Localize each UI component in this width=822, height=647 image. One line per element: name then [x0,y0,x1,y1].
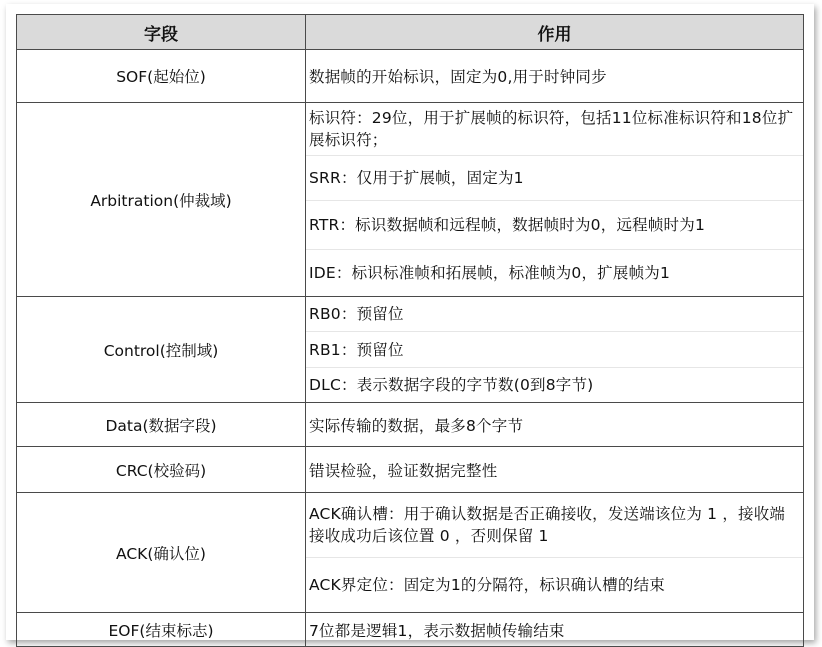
desc-line: 7位都是逻辑1，表示数据帧传输结束 [309,621,565,640]
desc-cell [306,447,804,493]
table-header-row [17,15,804,50]
desc-cell [306,493,804,613]
table-row [17,50,804,103]
desc-line: RB0：预留位 [309,305,404,323]
desc-line: DLC：表示数据字段的字节数(0到8字节) [306,367,803,402]
can-frame-table [16,14,804,647]
desc-line: ACK界定位：固定为1的分隔符，标识确认槽的结束 [306,557,803,611]
desc-line: 实际传输的数据，最多8个字节 [309,416,524,435]
desc-cell [306,50,804,103]
desc-line: IDE：标识标准帧和拓展帧，标准帧为0，扩展帧为1 [306,249,803,296]
table-row [17,297,804,403]
field-cell: ACK(确认位) [17,493,306,613]
desc-cell [306,613,804,647]
field-cell: Control(控制域) [17,297,306,403]
desc-line: SRR：仅用于扩展帧，固定为1 [306,155,803,200]
table-row [17,447,804,493]
desc-cell [306,403,804,447]
table-frame [6,4,814,640]
field-cell: Data(数据字段) [17,403,306,447]
desc-line: 错误检验，验证数据完整性 [309,461,498,480]
table-row [17,613,804,647]
desc-line: RB1：预留位 [306,331,803,367]
field-cell: SOF(起始位) [17,50,306,103]
field-cell: EOF(结束标志) [17,613,306,647]
desc-cell [306,103,804,297]
desc-cell [306,297,804,403]
desc-line: 数据帧的开始标识，固定为0,用于时钟同步 [309,68,607,86]
desc-line: RTR：标识数据帧和远程帧，数据帧时为0，远程帧时为1 [306,200,803,249]
table-row [17,493,804,613]
desc-line: 标识符：29位，用于扩展帧的标识符，包括11位标准标识符和18位扩展标识符； [309,109,794,149]
table-row [17,403,804,447]
desc-line: ACK确认槽：用于确认数据是否正确接收，发送端该位为 1 ，接收端接收成功后该位置 0 ，否则保留 1 [309,505,786,545]
field-cell: CRC(校验码) [17,447,306,493]
field-cell: Arbitration(仲裁域) [17,103,306,297]
table-row [17,103,804,297]
header-function: 作用 [306,15,804,50]
header-field: 字段 [17,15,306,50]
